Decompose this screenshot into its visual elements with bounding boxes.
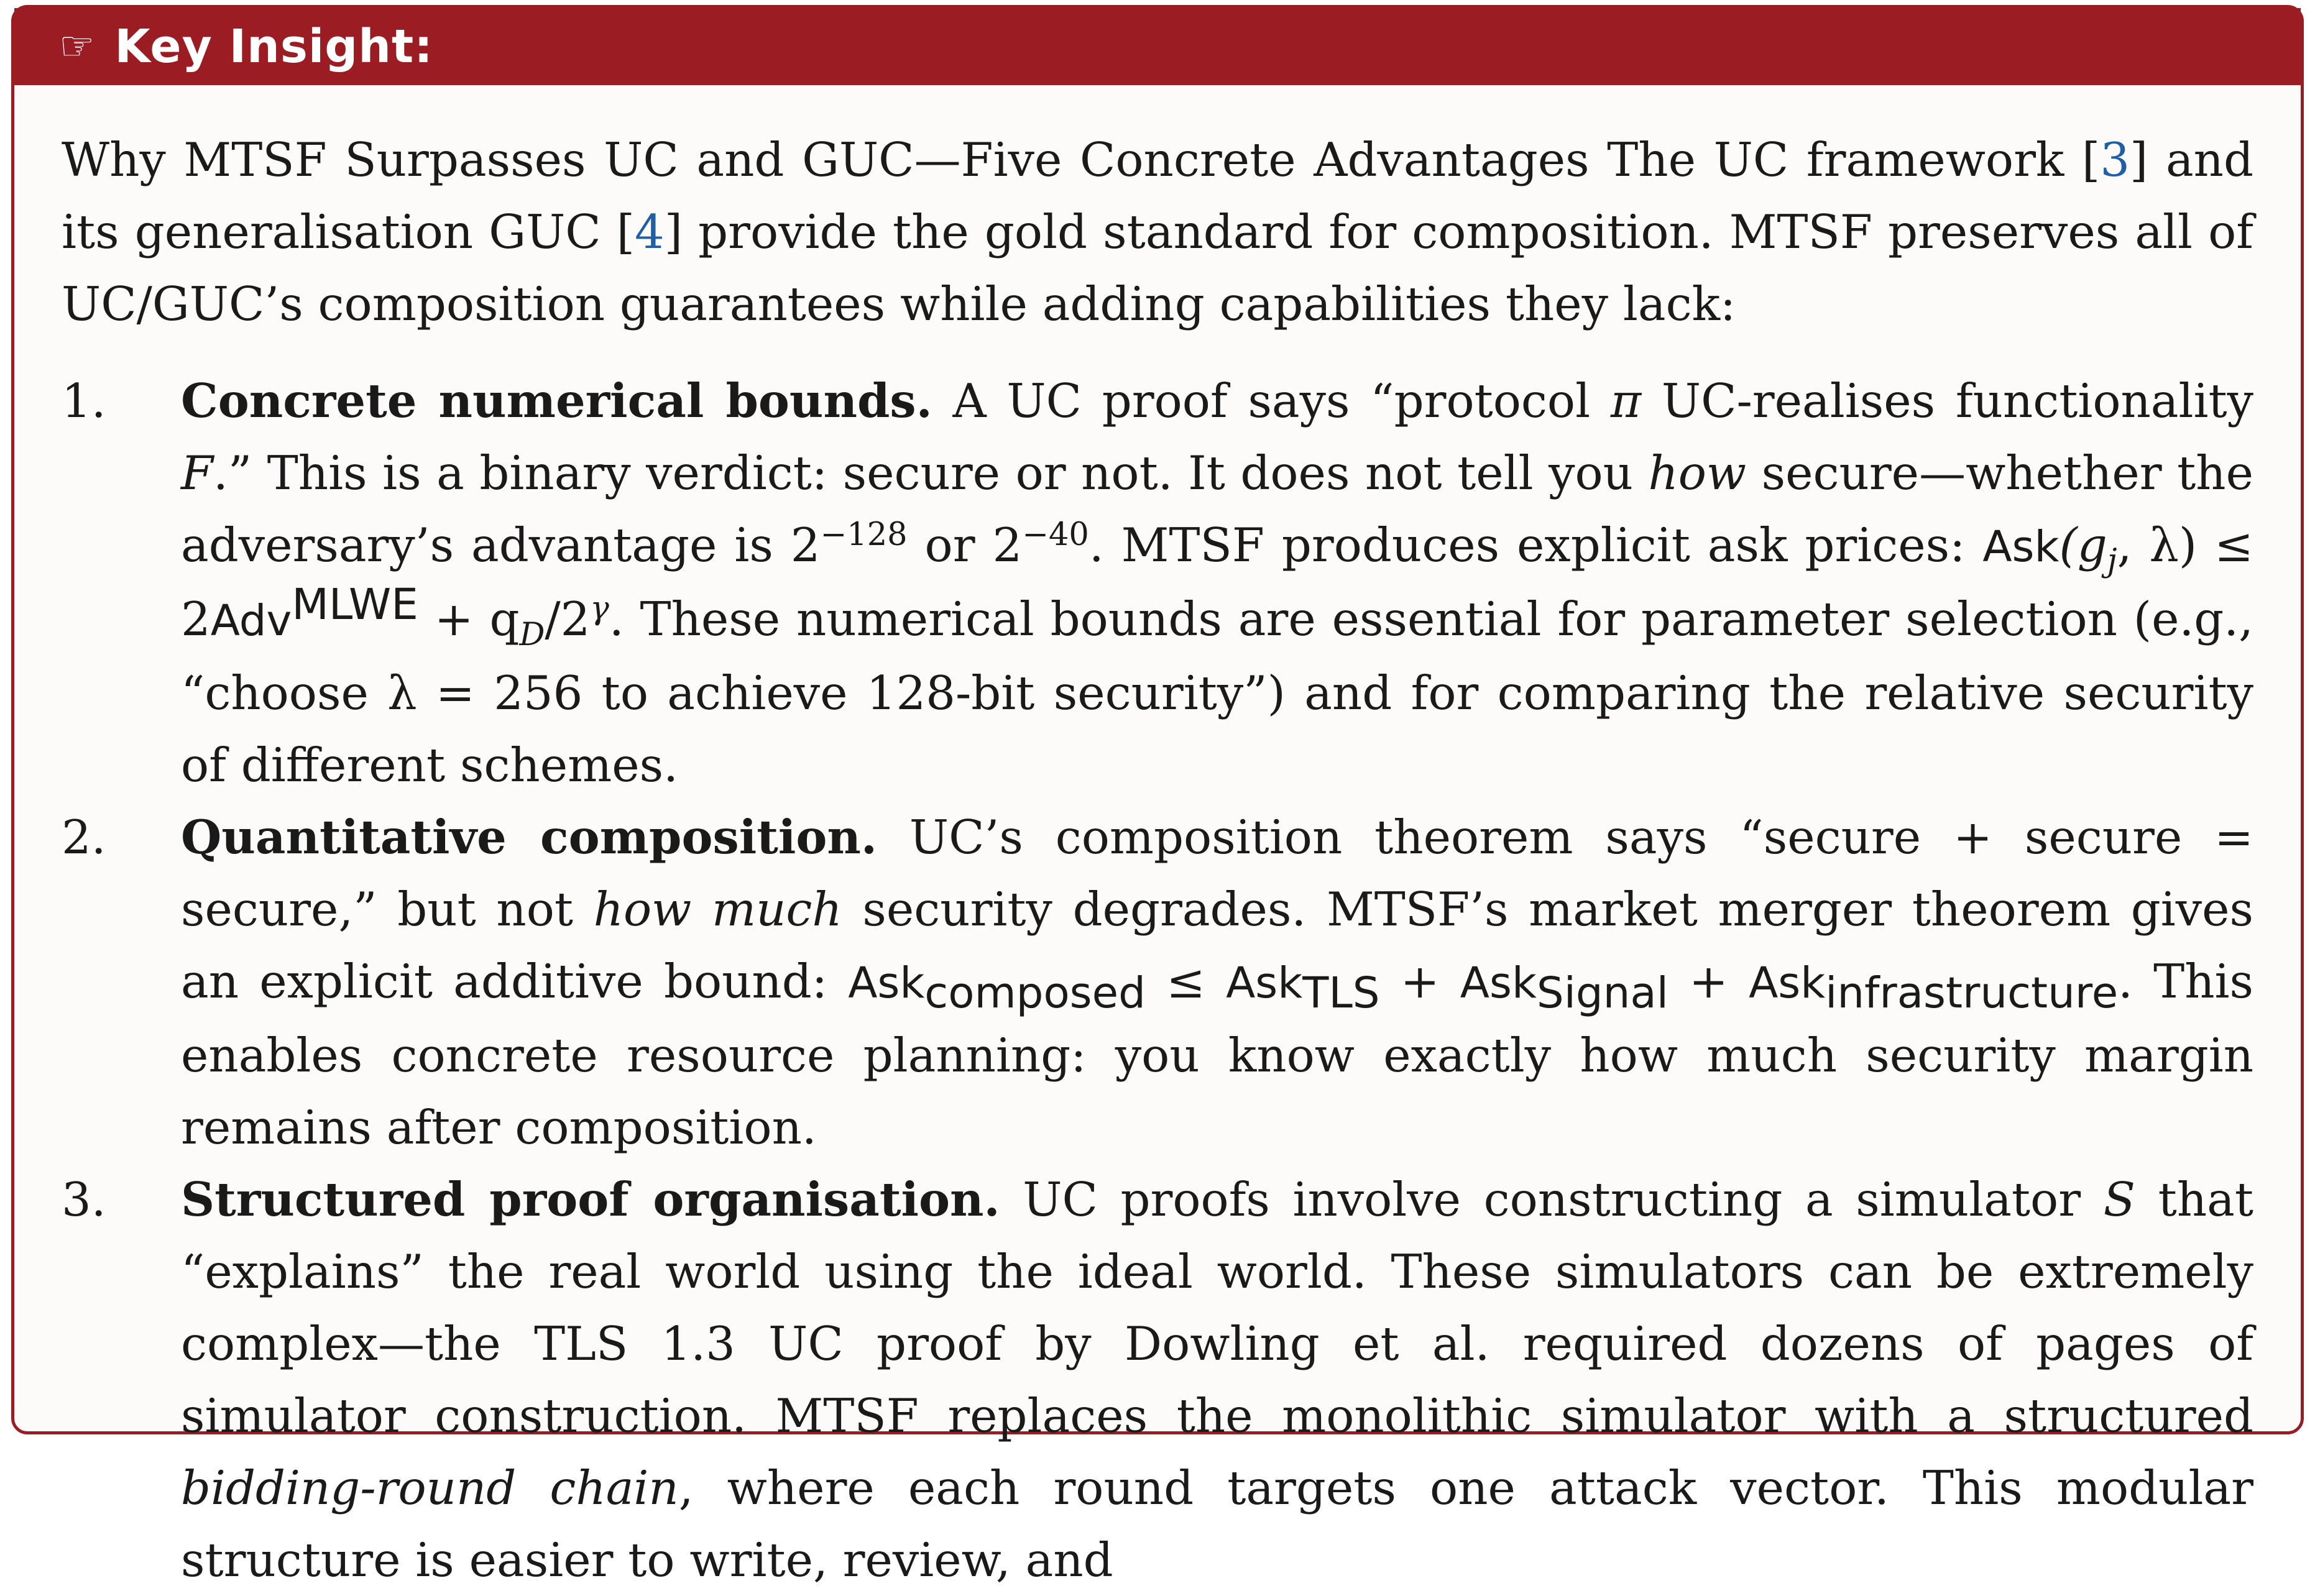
item-lead: Concrete numerical bounds. (181, 374, 932, 428)
list-item: 1. Concrete numerical bounds. A UC proof says “protocol π UC-realises functionality F.” This is a binary verdict: secure or not. It does not tell you how secure—whether the adversary’s advantage is $2^{-128}$ or $2^{-40}$. MTSF produces explicit ask prices: $Ask(g_j$, $\lambda) \le 2Adv^{MLWE} + q_D/2^\gamma$. These numerical bounds are essential for parameter selection (e.g., “choose λ = 256 to achieve 128-bit security”) and for comparing the relative security of different schemes. (62, 365, 2253, 801)
box-title: Key Insight: (114, 20, 433, 73)
intro-text: Why MTSF Surpasses UC and GUC—Five Concrete Advantages The UC framework [ (62, 132, 2101, 187)
advantages-list (62, 365, 2253, 1596)
citation-link[interactable]: 4 (635, 204, 665, 259)
box-header (14, 8, 2301, 85)
item-lead: Quantitative composition. (181, 810, 878, 864)
intro-text: ] and its generalisation GUC [ (62, 132, 2253, 259)
citation-link[interactable]: 3 (2100, 132, 2130, 187)
intro-paragraph (62, 124, 2253, 340)
list-item: 3. Structured proof organisation. UC proofs involve constructing a simulator S that “explains” the real world using the ideal world. These simulators can be extremely complex—the TLS 1.3 UC proof by Dowling et al. required dozens of pages of simulator construction. MTSF replaces the monolithic simulator with a structured bidding-round chain, where each round targets one attack vector. This modular structure is easier to write, review, and (62, 1163, 2253, 1596)
item-number: 1. (62, 374, 106, 428)
pointing-hand-icon: ☞ (59, 24, 95, 70)
intro-text: ] provide the gold standard for composition. MTSF preserves all of UC/GUC’s composition guarantees while adding capabilities they lack: (62, 204, 2254, 331)
item-number: 2. (62, 810, 106, 864)
key-insight-box (11, 5, 2304, 1587)
item-number: 3. (62, 1172, 106, 1227)
box-content (14, 85, 2301, 1596)
list-item: 2. Quantitative composition. UC’s composition theorem says “secure + secure = secure,” but not how much security degrades. MTSF’s market merger theorem gives an explicit additive bound: Ask$_{composed}$ ≤ Ask$_{TLS}$ + Ask$_{Signal}$ + Ask$_{infrastructure}$. This enables concrete resource planning: you know exactly how much security margin remains after composition. (62, 801, 2253, 1163)
item-lead: Structured proof organisation. (181, 1172, 1000, 1227)
